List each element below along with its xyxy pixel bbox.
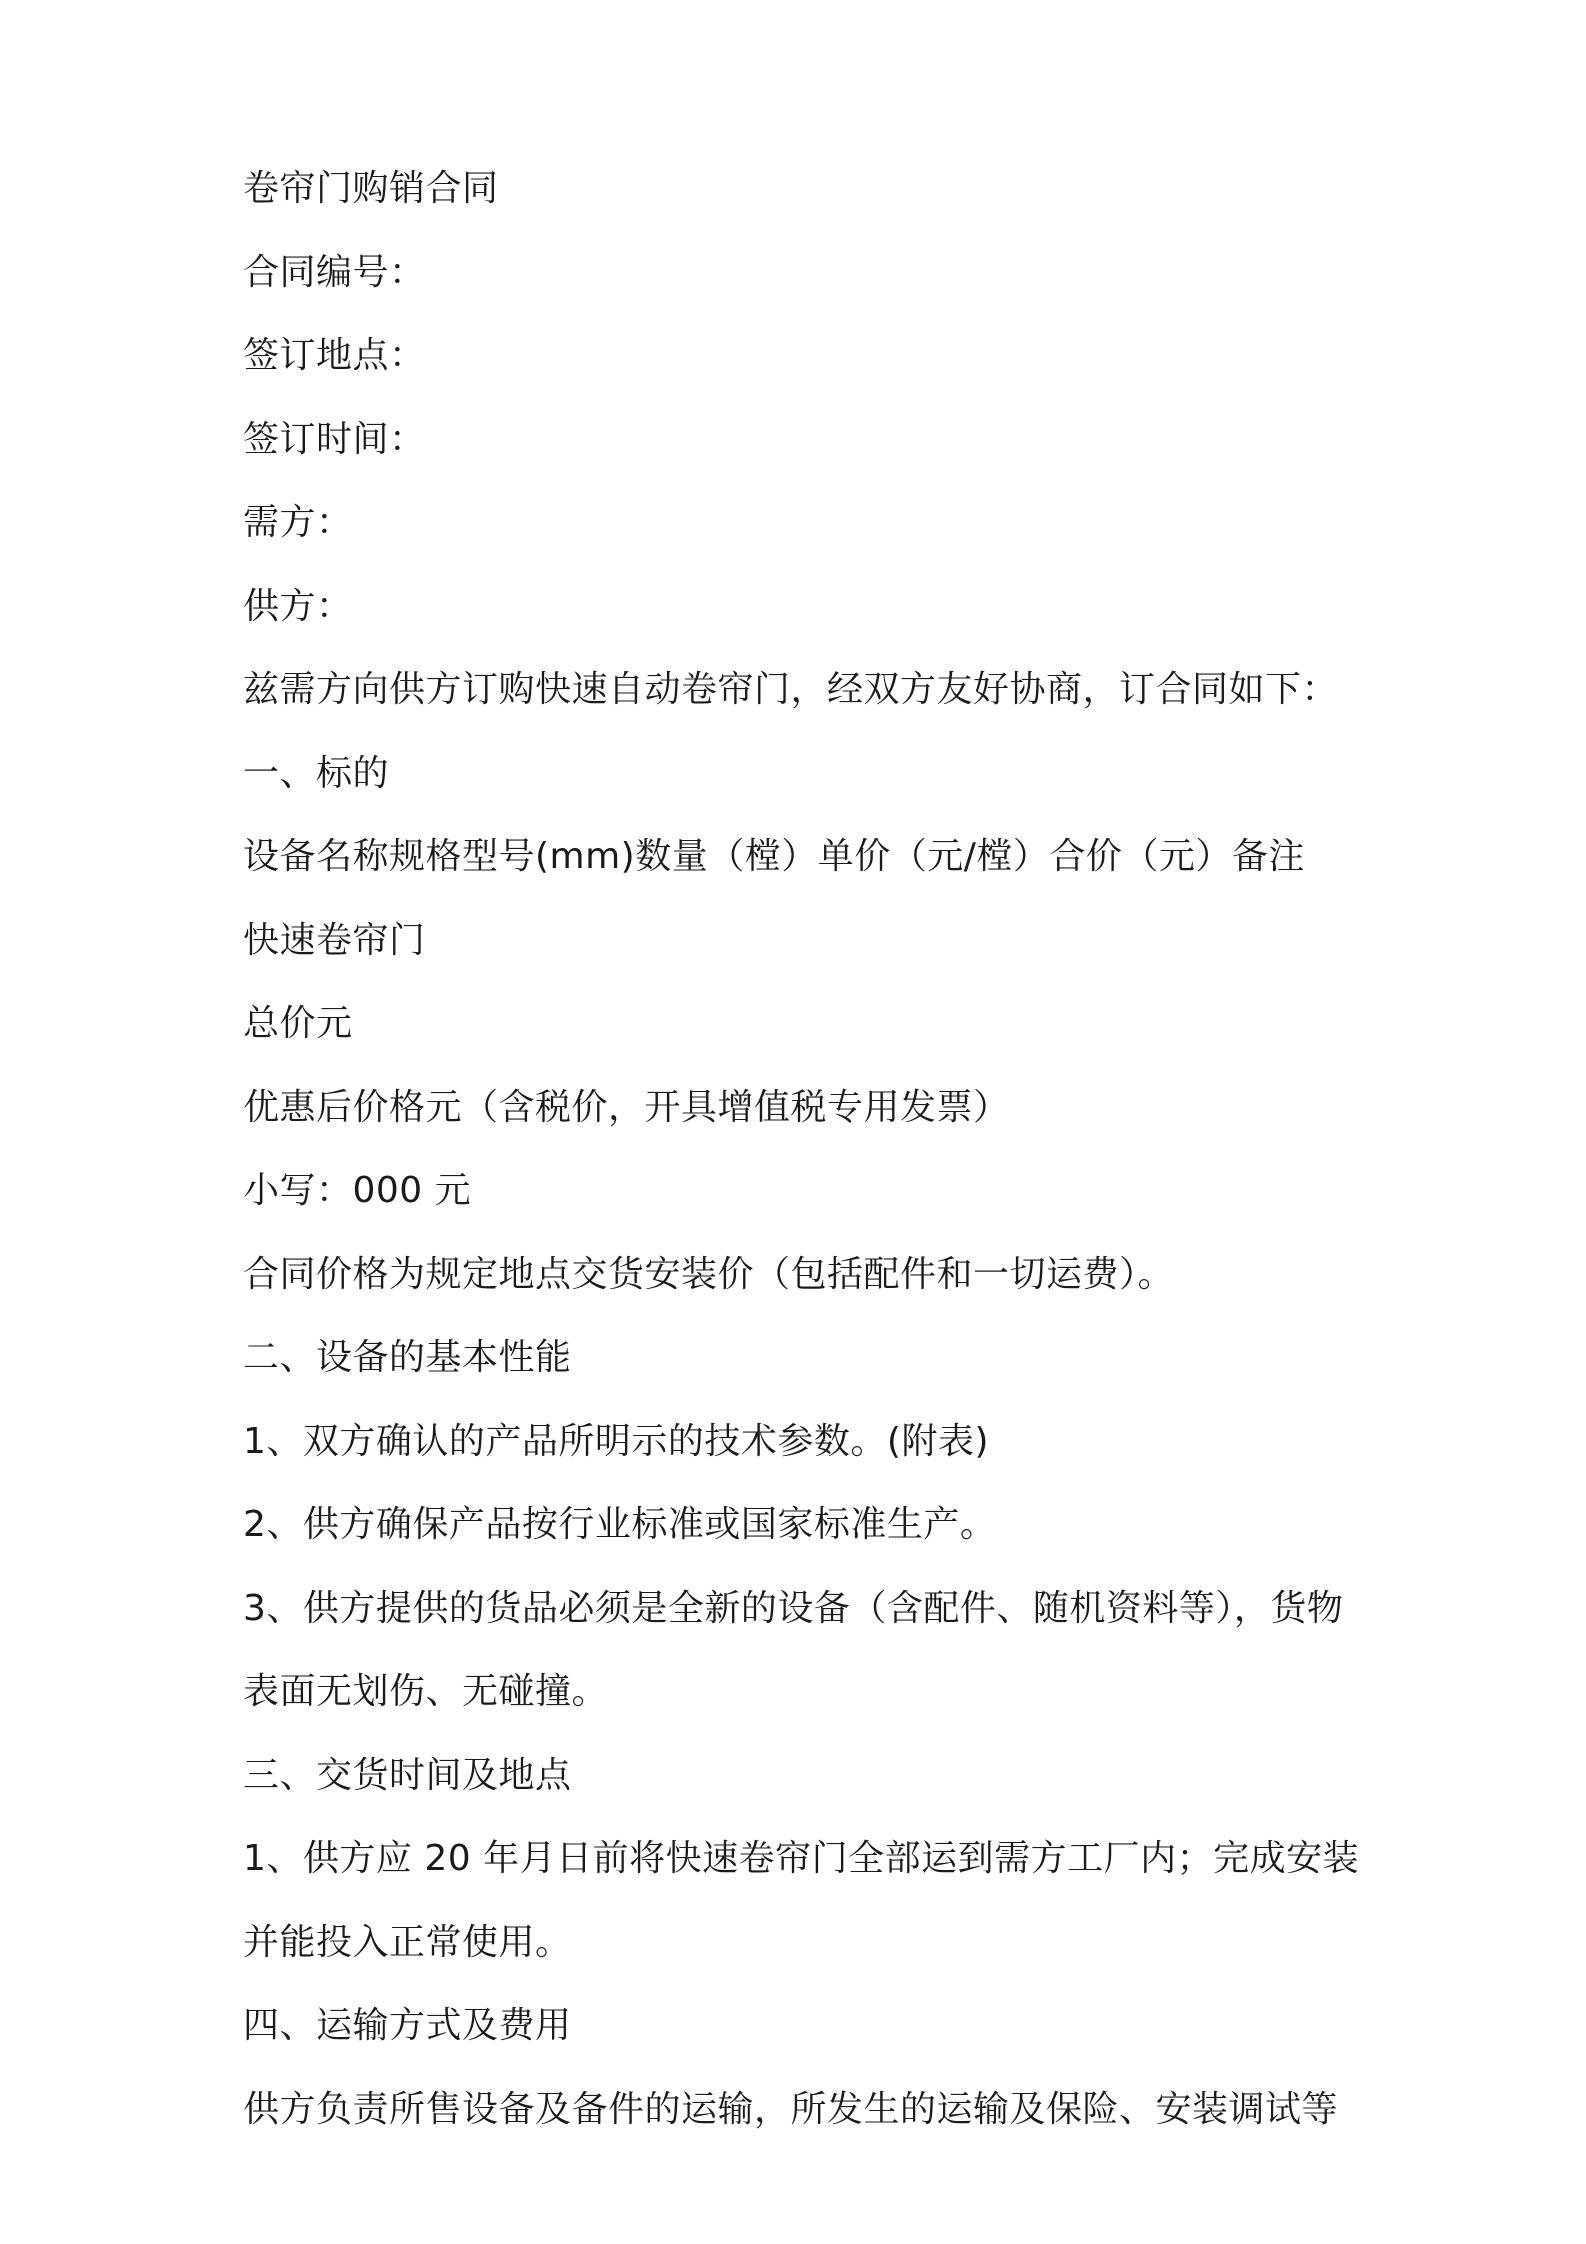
item-name: 快速卷帘门 bbox=[243, 919, 426, 961]
contract-title: 卷帘门购销合同 bbox=[243, 168, 499, 209]
total-price: 总价元 bbox=[243, 1003, 353, 1044]
item-table-header: 设备名称规格型号(mm)数量（樘）单价（元/樘）合价（元）备注 bbox=[243, 836, 1305, 877]
contract-number-field: 合同编号： bbox=[243, 251, 426, 293]
section-heading-1: 一、标的 bbox=[243, 752, 390, 794]
clause-2-1: 1、双方确认的产品所明示的技术参数。(附表) bbox=[243, 1420, 989, 1462]
clause-3-1: 1、供方应 20 年月日前将快速卷帘门全部运到需方工厂内；完成安装 bbox=[243, 1838, 1360, 1879]
buyer-field: 需方： bbox=[243, 502, 353, 543]
discounted-price: 优惠后价格元（含税价，开具增值税专用发票） bbox=[243, 1086, 1010, 1128]
signing-place-field: 签订地点： bbox=[243, 335, 426, 376]
intro-paragraph: 兹需方向供方订购快速自动卷帘门，经双方友好协商，订合同如下： bbox=[243, 669, 1339, 710]
clause-2-3-continued: 表面无划伤、无碰撞。 bbox=[243, 1671, 609, 1712]
clause-3-1-continued: 并能投入正常使用。 bbox=[243, 1921, 572, 1963]
price-in-figures: 小写：000 元 bbox=[243, 1170, 472, 1211]
section-heading-4: 四、运输方式及费用 bbox=[243, 2005, 572, 2046]
supplier-field: 供方： bbox=[243, 585, 353, 627]
signing-time-field: 签订时间： bbox=[243, 418, 426, 460]
section-heading-2: 二、设备的基本性能 bbox=[243, 1337, 572, 1378]
transport-paragraph: 供方负责所售设备及备件的运输，所发生的运输及保险、安装调试等 bbox=[243, 2088, 1339, 2130]
price-terms: 合同价格为规定地点交货安装价（包括配件和一切运费）。 bbox=[243, 1253, 1175, 1295]
clause-2-2: 2、供方确保产品按行业标准或国家标准生产。 bbox=[243, 1504, 997, 1545]
clause-2-3: 3、供方提供的货品必须是全新的设备（含配件、随机资料等），货物 bbox=[243, 1587, 1344, 1629]
section-heading-3: 三、交货时间及地点 bbox=[243, 1754, 572, 1796]
